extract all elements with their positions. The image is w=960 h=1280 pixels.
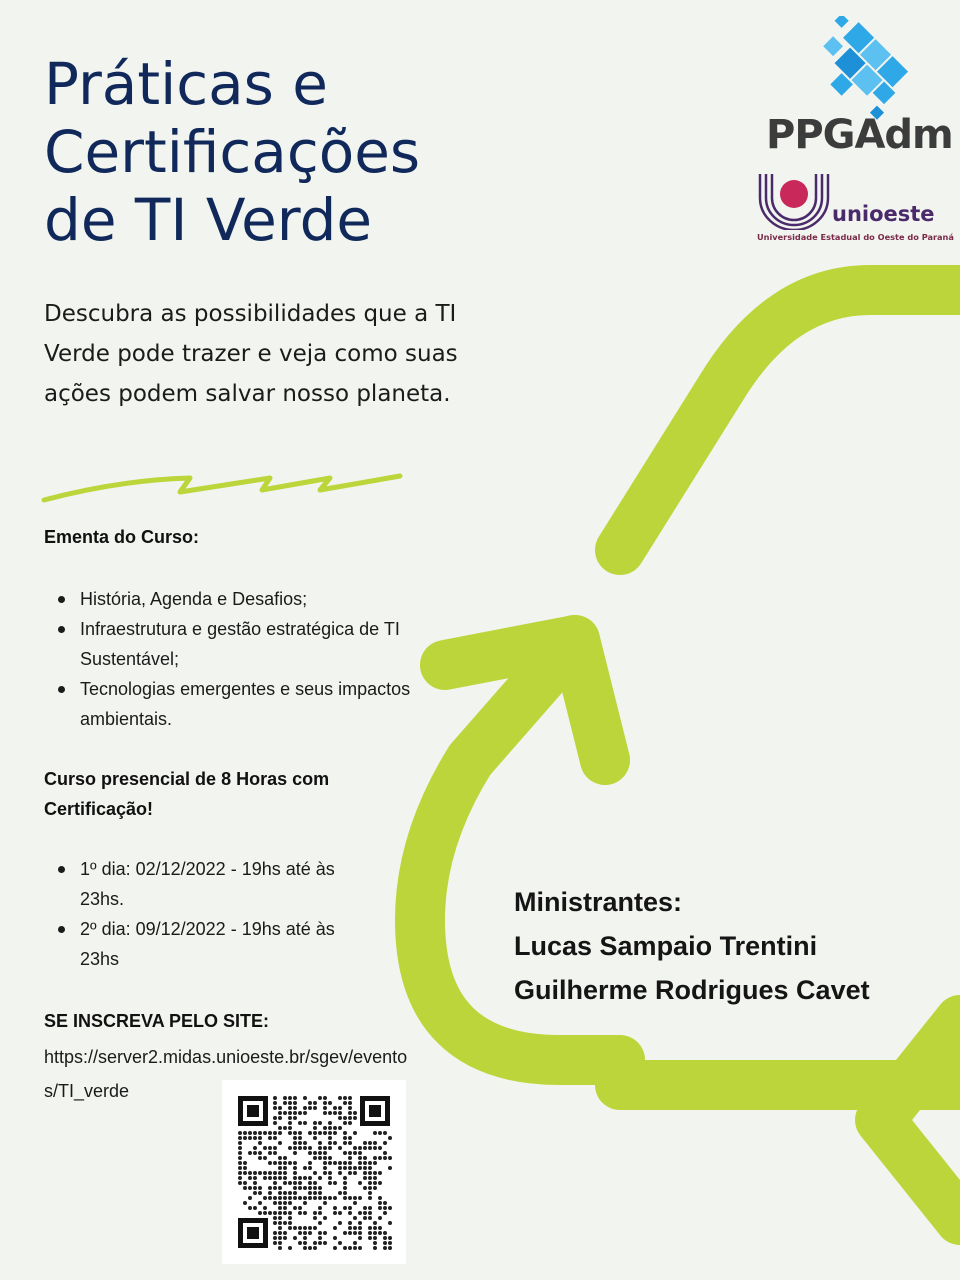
unioeste-full-name: Universidade Estadual do Oeste do Paraná: [757, 232, 954, 242]
list-item: 1º dia: 02/12/2022 - 19hs até às 23hs.: [58, 854, 378, 914]
registration-link[interactable]: https://server2.midas.unioeste.br/sgev/eventos/TI_verde: [44, 1047, 408, 1101]
inscricao-heading: SE INSCREVA PELO SITE:: [44, 1011, 270, 1031]
intro-text: Descubra as possibilidades que a TI Verde pode trazer e veja como suas ações podem salvar nosso planeta.: [44, 301, 458, 407]
list-item: 2º dia: 09/12/2022 - 19hs até às 23hs: [58, 914, 378, 974]
unioeste-logo-text: unioeste: [832, 202, 935, 226]
ementa-list: [58, 584, 418, 734]
unioeste-logo-icon: [756, 174, 836, 230]
curso-heading: Curso presencial de 8 Horas com Certificação!: [44, 769, 330, 819]
ementa-heading: Ementa do Curso:: [44, 527, 200, 547]
dias-list: [58, 854, 378, 974]
list-item: História, Agenda e Desafios;: [58, 584, 418, 614]
list-item: Infraestrutura e gestão estratégica de TI Sustentável;: [58, 614, 418, 674]
page-title: Práticas e Certificações de TI Verde: [44, 50, 421, 254]
ministrante-name: Guilherme Rodrigues Cavet: [514, 975, 870, 1005]
ministrantes-block: [514, 880, 934, 1012]
qr-code[interactable]: [222, 1080, 406, 1264]
qr-code-icon: [222, 1080, 406, 1264]
ministrante-name: Lucas Sampaio Trentini: [514, 931, 818, 961]
list-item: Tecnologias emergentes e seus impactos ambientais.: [58, 674, 418, 734]
ppgadm-logo-text: PPGAdm: [766, 112, 953, 158]
ministrantes-heading: Ministrantes:: [514, 887, 683, 917]
